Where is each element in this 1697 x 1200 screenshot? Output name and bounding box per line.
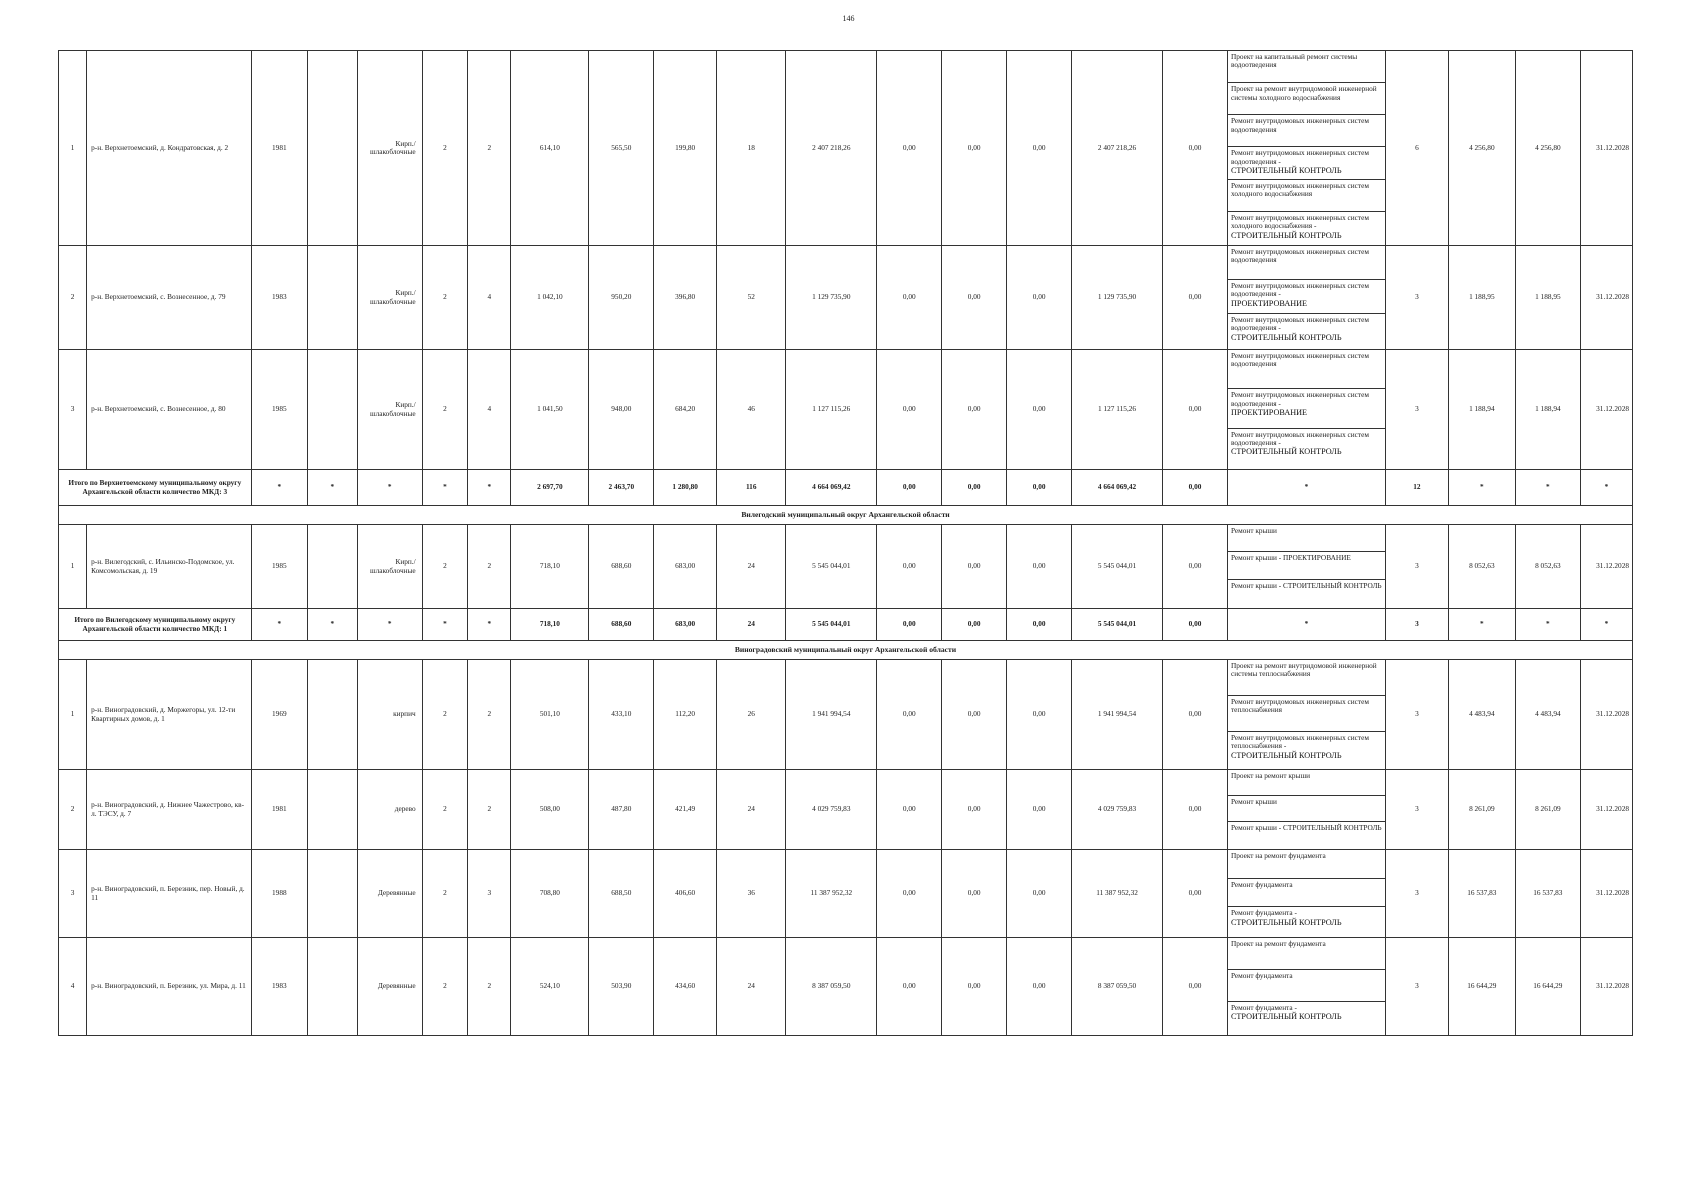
row-address: р-н. Виноградовский, п. Березник, ул. Мира, д. 11 <box>87 938 252 1036</box>
row-cost: 1 127 115,26 <box>786 350 877 470</box>
row-fund-5: 0,00 <box>1163 51 1228 246</box>
row-blank <box>307 246 357 350</box>
row-deadline: 31.12.2028 <box>1580 850 1632 938</box>
work-item <box>1228 770 1385 796</box>
row-price-2: 1 188,94 <box>1515 350 1580 470</box>
work-item-text: Ремонт фундамента - <box>1230 1003 1297 1012</box>
total-star-cell: * <box>468 609 511 641</box>
row-fund-2: 0,00 <box>942 350 1007 470</box>
row-area-1: 950,20 <box>589 246 654 350</box>
total-fund-3: 0,00 <box>1007 609 1072 641</box>
row-material: Кирп./ шлакоблочные <box>357 246 422 350</box>
row-fund-4: 8 387 059,50 <box>1072 938 1163 1036</box>
row-price-2: 4 483,94 <box>1515 660 1580 770</box>
row-address: р-н. Виноградовский, д. Нижнее Чажестрово, кв-л. ТЭСУ, д. 7 <box>87 770 252 850</box>
row-residents: 24 <box>717 525 786 609</box>
total-label: Итого по Вилегодскому муниципальному округу Архангельской области количество МКД: 1 <box>59 609 252 641</box>
row-area-total: 614,10 <box>511 51 589 246</box>
row-fund-1: 0,00 <box>877 850 942 938</box>
section-header-row <box>59 506 1633 525</box>
row-area-1: 433,10 <box>589 660 654 770</box>
row-residents: 52 <box>717 246 786 350</box>
total-residents: 116 <box>717 470 786 506</box>
row-price-2: 1 188,95 <box>1515 246 1580 350</box>
table-row <box>59 850 1633 938</box>
work-item <box>1228 115 1385 147</box>
row-fund-4: 1 127 115,26 <box>1072 350 1163 470</box>
row-fund-3: 0,00 <box>1007 350 1072 470</box>
row-material: Деревянные <box>357 938 422 1036</box>
table-row <box>59 350 1633 470</box>
total-fund-4: 4 664 069,42 <box>1072 470 1163 506</box>
row-fund-4: 5 545 044,01 <box>1072 525 1163 609</box>
row-floors: 2 <box>422 850 467 938</box>
row-floors: 2 <box>422 246 467 350</box>
work-item <box>1228 879 1385 908</box>
row-area-1: 503,90 <box>589 938 654 1036</box>
row-floors: 2 <box>422 525 467 609</box>
row-year: 1981 <box>251 51 307 246</box>
row-address: р-н. Виноградовский, п. Березник, пер. Новый, д. 11 <box>87 850 252 938</box>
row-fund-1: 0,00 <box>877 525 942 609</box>
row-work-count: 3 <box>1386 770 1449 850</box>
total-fund-2: 0,00 <box>942 609 1007 641</box>
row-area-1: 688,60 <box>589 525 654 609</box>
row-number: 1 <box>59 525 87 609</box>
work-item-text: Ремонт внутридомовых инженерных систем теплоснабжения - <box>1230 733 1369 751</box>
total-fund-1: 0,00 <box>877 609 942 641</box>
row-area-2: 684,20 <box>654 350 717 470</box>
row-number: 2 <box>59 246 87 350</box>
row-number: 1 <box>59 51 87 246</box>
total-area-2: 683,00 <box>654 609 717 641</box>
total-fund-1: 0,00 <box>877 470 942 506</box>
row-fund-2: 0,00 <box>942 938 1007 1036</box>
row-number: 3 <box>59 350 87 470</box>
work-item-text: Ремонт внутридомовых инженерных систем теплоснабжения <box>1230 697 1369 715</box>
total-count: 12 <box>1386 470 1449 506</box>
page-number: 146 <box>842 14 855 23</box>
row-fund-3: 0,00 <box>1007 660 1072 770</box>
work-item-text: Ремонт крыши <box>1230 797 1277 806</box>
row-fund-4: 1 129 735,90 <box>1072 246 1163 350</box>
total-star-cell: * <box>1448 609 1515 641</box>
row-fund-5: 0,00 <box>1163 938 1228 1036</box>
work-item-text: Ремонт внутридомовых инженерных систем водоотведения - <box>1230 315 1369 333</box>
work-item-stage: СТРОИТЕЛЬНЫЙ КОНТРОЛЬ <box>1230 166 1342 176</box>
work-item-text: Ремонт крыши <box>1230 526 1277 535</box>
row-address: р-н. Верхнетоемский, с. Вознесенное, д. 79 <box>87 246 252 350</box>
row-area-total: 1 042,10 <box>511 246 589 350</box>
row-fund-2: 0,00 <box>942 770 1007 850</box>
row-works-list <box>1227 770 1385 850</box>
row-fund-2: 0,00 <box>942 51 1007 246</box>
total-star-cell: * <box>251 470 307 506</box>
row-blank <box>307 350 357 470</box>
row-works-list <box>1227 51 1385 246</box>
work-item <box>1228 51 1385 83</box>
work-item <box>1228 552 1385 579</box>
row-works-list <box>1227 525 1385 609</box>
row-fund-3: 0,00 <box>1007 770 1072 850</box>
row-fund-1: 0,00 <box>877 350 942 470</box>
work-item-text: Ремонт фундамента - <box>1230 908 1297 918</box>
work-item <box>1228 732 1385 768</box>
work-item <box>1228 660 1385 696</box>
total-works-mark: * <box>1227 609 1385 641</box>
work-item <box>1228 696 1385 732</box>
total-star-cell: * <box>357 609 422 641</box>
row-address: р-н. Вилегодский, с. Ильинско-Подомское, ул. Комсомольская, д. 19 <box>87 525 252 609</box>
total-cost: 4 664 069,42 <box>786 470 877 506</box>
total-label: Итого по Верхнетоемскому муниципальному округу Архангельской области количество МКД: 3 <box>59 470 252 506</box>
row-area-1: 487,80 <box>589 770 654 850</box>
total-works-mark: * <box>1227 470 1385 506</box>
row-fund-5: 0,00 <box>1163 770 1228 850</box>
total-area-total: 718,10 <box>511 609 589 641</box>
work-item-stage: ПРОЕКТИРОВАНИЕ <box>1230 408 1308 418</box>
work-item <box>1228 180 1385 212</box>
row-area-total: 501,10 <box>511 660 589 770</box>
total-count: 3 <box>1386 609 1449 641</box>
row-work-count: 6 <box>1386 51 1449 246</box>
work-item-stage: СТРОИТЕЛЬНЫЙ КОНТРОЛЬ <box>1230 230 1342 240</box>
work-item <box>1228 212 1385 244</box>
total-residents: 24 <box>717 609 786 641</box>
row-area-1: 948,00 <box>589 350 654 470</box>
total-area-1: 688,60 <box>589 609 654 641</box>
row-area-1: 565,50 <box>589 51 654 246</box>
total-star-cell: * <box>357 470 422 506</box>
row-area-2: 434,60 <box>654 938 717 1036</box>
row-address: р-н. Верхнетоемский, с. Вознесенное, д. 80 <box>87 350 252 470</box>
row-price-1: 4 483,94 <box>1448 660 1515 770</box>
row-entrances: 4 <box>468 246 511 350</box>
work-item <box>1228 970 1385 1002</box>
total-fund-5: 0,00 <box>1163 609 1228 641</box>
row-price-1: 8 261,09 <box>1448 770 1515 850</box>
work-item-stage: СТРОИТЕЛЬНЫЙ КОНТРОЛЬ <box>1230 332 1342 342</box>
work-item-text: Проект на ремонт внутридомовой инженерной системы теплоснабжения <box>1230 661 1377 679</box>
row-fund-5: 0,00 <box>1163 350 1228 470</box>
row-year: 1988 <box>251 850 307 938</box>
work-item-text: Проект на капитальный ремонт системы водоотведения <box>1230 52 1358 70</box>
row-entrances: 2 <box>468 770 511 850</box>
row-floors: 2 <box>422 660 467 770</box>
row-work-count: 3 <box>1386 660 1449 770</box>
row-area-2: 683,00 <box>654 525 717 609</box>
row-cost: 11 387 952,32 <box>786 850 877 938</box>
work-item-text: Ремонт фундамента <box>1230 971 1293 980</box>
row-area-total: 508,00 <box>511 770 589 850</box>
row-year: 1983 <box>251 938 307 1036</box>
row-price-1: 16 644,29 <box>1448 938 1515 1036</box>
work-item-text: Ремонт внутридомовых инженерных систем водоотведения - <box>1230 281 1369 299</box>
row-fund-3: 0,00 <box>1007 246 1072 350</box>
row-blank <box>307 525 357 609</box>
row-price-1: 1 188,95 <box>1448 246 1515 350</box>
work-item <box>1228 389 1385 428</box>
row-deadline: 31.12.2028 <box>1580 938 1632 1036</box>
row-material: Деревянные <box>357 850 422 938</box>
total-area-2: 1 280,80 <box>654 470 717 506</box>
row-fund-4: 11 387 952,32 <box>1072 850 1163 938</box>
table-row <box>59 525 1633 609</box>
section-title: Вилегодский муниципальный округ Архангельской области <box>59 506 1633 525</box>
work-item-text: Ремонт внутридомовых инженерных систем водоотведения - <box>1230 148 1369 166</box>
work-item-stage: СТРОИТЕЛЬНЫЙ КОНТРОЛЬ <box>1230 750 1342 760</box>
total-fund-2: 0,00 <box>942 470 1007 506</box>
row-fund-1: 0,00 <box>877 938 942 1036</box>
row-year: 1985 <box>251 350 307 470</box>
row-deadline: 31.12.2028 <box>1580 246 1632 350</box>
row-fund-4: 1 941 994,54 <box>1072 660 1163 770</box>
row-area-total: 718,10 <box>511 525 589 609</box>
row-price-2: 4 256,80 <box>1515 51 1580 246</box>
table-row <box>59 51 1633 246</box>
row-cost: 4 029 759,83 <box>786 770 877 850</box>
row-entrances: 3 <box>468 850 511 938</box>
row-entrances: 4 <box>468 350 511 470</box>
work-item <box>1228 350 1385 389</box>
row-price-2: 8 261,09 <box>1515 770 1580 850</box>
row-number: 3 <box>59 850 87 938</box>
total-star-cell: * <box>422 470 467 506</box>
row-work-count: 3 <box>1386 350 1449 470</box>
row-price-2: 16 644,29 <box>1515 938 1580 1036</box>
table-row <box>59 770 1633 850</box>
row-work-count: 3 <box>1386 938 1449 1036</box>
row-residents: 36 <box>717 850 786 938</box>
work-item <box>1228 429 1385 468</box>
row-cost: 2 407 218,26 <box>786 51 877 246</box>
row-address: р-н. Верхнетоемский, д. Кондратовская, д. 2 <box>87 51 252 246</box>
row-blank <box>307 660 357 770</box>
row-entrances: 2 <box>468 938 511 1036</box>
row-residents: 24 <box>717 938 786 1036</box>
work-item-text: Ремонт внутридомовых инженерных систем водоотведения - <box>1230 429 1369 448</box>
work-item <box>1228 280 1385 314</box>
work-item <box>1228 1002 1385 1034</box>
row-deadline: 31.12.2028 <box>1580 770 1632 850</box>
total-star-cell: * <box>307 609 357 641</box>
row-price-2: 16 537,83 <box>1515 850 1580 938</box>
total-cost: 5 545 044,01 <box>786 609 877 641</box>
row-price-1: 8 052,63 <box>1448 525 1515 609</box>
row-blank <box>307 51 357 246</box>
row-fund-4: 2 407 218,26 <box>1072 51 1163 246</box>
work-item <box>1228 907 1385 936</box>
row-fund-3: 0,00 <box>1007 51 1072 246</box>
row-residents: 46 <box>717 350 786 470</box>
section-title: Виноградовский муниципальный округ Архангельской области <box>59 641 1633 660</box>
total-fund-4: 5 545 044,01 <box>1072 609 1163 641</box>
total-star-cell: * <box>1515 470 1580 506</box>
row-works-list <box>1227 246 1385 350</box>
row-material: дерево <box>357 770 422 850</box>
row-price-1: 4 256,80 <box>1448 51 1515 246</box>
total-fund-3: 0,00 <box>1007 470 1072 506</box>
row-entrances: 2 <box>468 525 511 609</box>
work-item-text: Ремонт крыши - СТРОИТЕЛЬНЫЙ КОНТРОЛЬ <box>1230 580 1382 590</box>
total-fund-5: 0,00 <box>1163 470 1228 506</box>
row-price-2: 8 052,63 <box>1515 525 1580 609</box>
work-item <box>1228 938 1385 970</box>
row-fund-2: 0,00 <box>942 246 1007 350</box>
work-item <box>1228 83 1385 115</box>
row-fund-5: 0,00 <box>1163 525 1228 609</box>
work-item-text: Ремонт внутридомовых инженерных систем водоотведения <box>1230 247 1369 265</box>
row-work-count: 3 <box>1386 525 1449 609</box>
row-year: 1969 <box>251 660 307 770</box>
section-header-row <box>59 641 1633 660</box>
work-item <box>1228 314 1385 348</box>
row-area-1: 688,50 <box>589 850 654 938</box>
work-item-text: Ремонт внутридомовых инженерных систем водоотведения - <box>1230 390 1369 408</box>
work-item-stage: СТРОИТЕЛЬНЫЙ КОНТРОЛЬ <box>1230 447 1342 457</box>
row-number: 4 <box>59 938 87 1036</box>
row-address: р-н. Виноградовский, д. Моржегоры, ул. 12-ти Квартирных домов, д. 1 <box>87 660 252 770</box>
total-star-cell: * <box>422 609 467 641</box>
total-star-cell: * <box>1448 470 1515 506</box>
row-number: 2 <box>59 770 87 850</box>
repair-program-table <box>58 50 1633 1036</box>
total-star-cell: * <box>1515 609 1580 641</box>
row-blank <box>307 938 357 1036</box>
row-year: 1983 <box>251 246 307 350</box>
work-item-text: Проект на ремонт фундамента <box>1230 851 1326 860</box>
row-fund-2: 0,00 <box>942 660 1007 770</box>
row-deadline: 31.12.2028 <box>1580 660 1632 770</box>
row-blank <box>307 770 357 850</box>
row-cost: 1 941 994,54 <box>786 660 877 770</box>
row-cost: 1 129 735,90 <box>786 246 877 350</box>
work-item <box>1228 525 1385 552</box>
work-item <box>1228 850 1385 879</box>
table-row <box>59 246 1633 350</box>
row-material: Кирп./ шлакоблочные <box>357 350 422 470</box>
row-work-count: 3 <box>1386 850 1449 938</box>
row-work-count: 3 <box>1386 246 1449 350</box>
row-entrances: 2 <box>468 660 511 770</box>
row-fund-1: 0,00 <box>877 246 942 350</box>
work-item-text: Ремонт фундамента <box>1230 879 1293 889</box>
table-row <box>59 660 1633 770</box>
work-item <box>1228 580 1385 607</box>
row-area-2: 406,60 <box>654 850 717 938</box>
row-floors: 2 <box>422 770 467 850</box>
row-number: 1 <box>59 660 87 770</box>
work-item-text: Ремонт внутридомовых инженерных систем холодного водоснабжения - <box>1230 212 1369 231</box>
total-star-cell: * <box>468 470 511 506</box>
row-material: кирпич <box>357 660 422 770</box>
row-fund-3: 0,00 <box>1007 850 1072 938</box>
work-item <box>1228 147 1385 179</box>
row-deadline: 31.12.2028 <box>1580 350 1632 470</box>
work-item-text: Проект на ремонт внутридомовой инженерной системы холодного водоснабжения <box>1230 84 1377 102</box>
row-fund-1: 0,00 <box>877 660 942 770</box>
row-residents: 18 <box>717 51 786 246</box>
work-item-text: Ремонт внутридомовых инженерных систем водоотведения <box>1230 351 1369 369</box>
row-entrances: 2 <box>468 51 511 246</box>
row-floors: 2 <box>422 938 467 1036</box>
total-star-cell: * <box>1580 609 1632 641</box>
row-price-1: 16 537,83 <box>1448 850 1515 938</box>
table-row <box>59 938 1633 1036</box>
row-area-2: 396,80 <box>654 246 717 350</box>
work-item-text: Ремонт внутридомовых инженерных систем водоотведения <box>1230 116 1369 134</box>
work-item-stage: СТРОИТЕЛЬНЫЙ КОНТРОЛЬ <box>1230 917 1342 927</box>
row-fund-4: 4 029 759,83 <box>1072 770 1163 850</box>
row-area-2: 421,49 <box>654 770 717 850</box>
row-floors: 2 <box>422 51 467 246</box>
total-star-cell: * <box>1580 470 1632 506</box>
row-works-list <box>1227 660 1385 770</box>
row-fund-5: 0,00 <box>1163 660 1228 770</box>
row-fund-2: 0,00 <box>942 850 1007 938</box>
row-works-list <box>1227 350 1385 470</box>
row-fund-5: 0,00 <box>1163 246 1228 350</box>
row-fund-1: 0,00 <box>877 770 942 850</box>
work-item-text: Ремонт внутридомовых инженерных систем холодного водоснабжения <box>1230 180 1369 199</box>
row-price-1: 1 188,94 <box>1448 350 1515 470</box>
total-area-total: 2 697,70 <box>511 470 589 506</box>
row-cost: 8 387 059,50 <box>786 938 877 1036</box>
work-item <box>1228 796 1385 822</box>
row-area-total: 1 041,50 <box>511 350 589 470</box>
row-area-2: 199,80 <box>654 51 717 246</box>
work-item-text: Ремонт крыши - ПРОЕКТИРОВАНИЕ <box>1230 553 1351 563</box>
work-item-stage: СТРОИТЕЛЬНЫЙ КОНТРОЛЬ <box>1230 1012 1342 1022</box>
row-blank <box>307 850 357 938</box>
row-fund-3: 0,00 <box>1007 525 1072 609</box>
total-star-cell: * <box>251 609 307 641</box>
work-item-text: Ремонт крыши - СТРОИТЕЛЬНЫЙ КОНТРОЛЬ <box>1230 823 1382 832</box>
row-year: 1985 <box>251 525 307 609</box>
row-year: 1981 <box>251 770 307 850</box>
work-item-stage: ПРОЕКТИРОВАНИЕ <box>1230 298 1308 308</box>
row-area-total: 708,80 <box>511 850 589 938</box>
row-fund-1: 0,00 <box>877 51 942 246</box>
work-item <box>1228 246 1385 280</box>
row-fund-5: 0,00 <box>1163 850 1228 938</box>
row-floors: 2 <box>422 350 467 470</box>
total-row <box>59 609 1633 641</box>
row-cost: 5 545 044,01 <box>786 525 877 609</box>
total-row <box>59 470 1633 506</box>
row-material: Кирп./ шлакоблочные <box>357 525 422 609</box>
row-residents: 26 <box>717 660 786 770</box>
row-fund-3: 0,00 <box>1007 938 1072 1036</box>
total-star-cell: * <box>307 470 357 506</box>
row-works-list <box>1227 850 1385 938</box>
row-deadline: 31.12.2028 <box>1580 51 1632 246</box>
row-area-2: 112,20 <box>654 660 717 770</box>
row-material: Кирп./ шлакоблочные <box>357 51 422 246</box>
row-residents: 24 <box>717 770 786 850</box>
row-area-total: 524,10 <box>511 938 589 1036</box>
work-item <box>1228 822 1385 848</box>
row-works-list <box>1227 938 1385 1036</box>
row-deadline: 31.12.2028 <box>1580 525 1632 609</box>
row-fund-2: 0,00 <box>942 525 1007 609</box>
work-item-text: Проект на ремонт фундамента <box>1230 939 1326 948</box>
work-item-text: Проект на ремонт крыши <box>1230 771 1310 780</box>
total-area-1: 2 463,70 <box>589 470 654 506</box>
